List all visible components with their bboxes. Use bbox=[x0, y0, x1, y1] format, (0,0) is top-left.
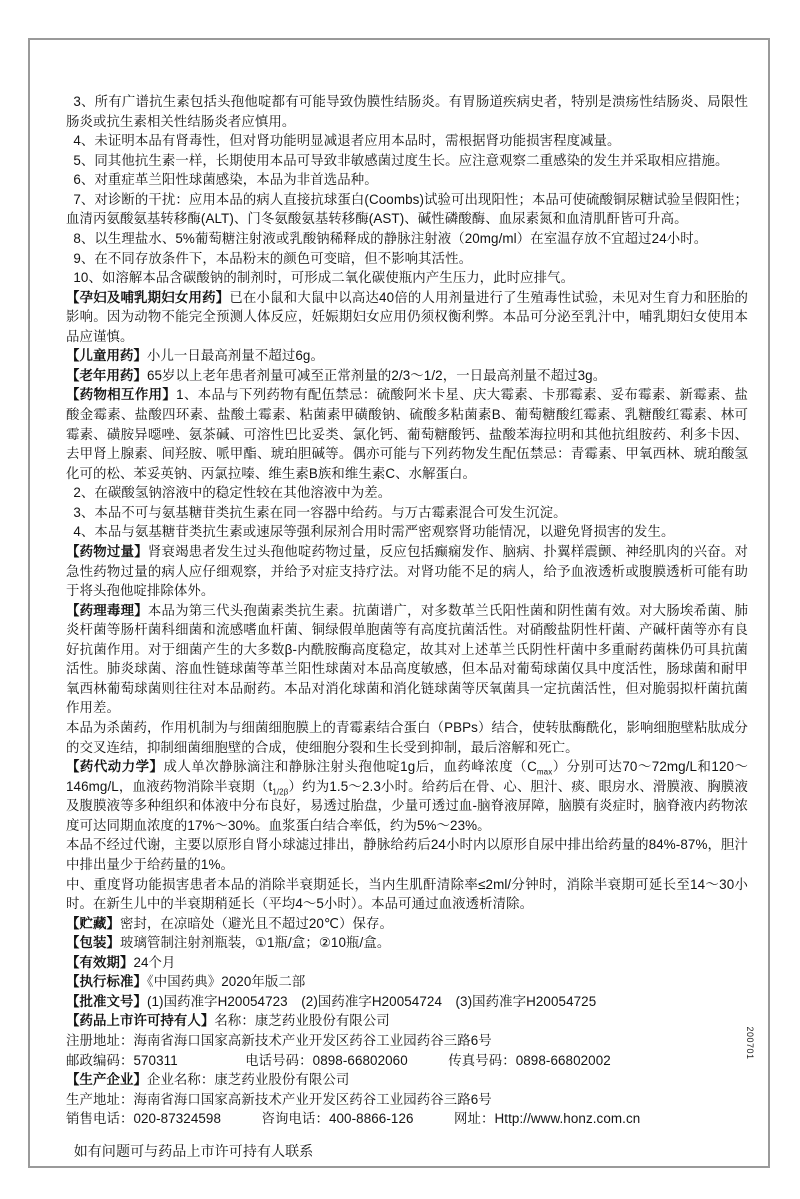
section-label: 【药代动力学】 bbox=[66, 759, 164, 775]
section-paragraph bbox=[66, 914, 748, 934]
paragraph-text: 24个月 bbox=[133, 954, 176, 970]
section-label: 【药品上市许可持有人】 bbox=[66, 1013, 215, 1029]
paragraph-text: 名称：康芝药业股份有限公司 bbox=[214, 1013, 390, 1029]
section-paragraph bbox=[66, 992, 748, 1012]
paragraph-text: 玻璃管制注射剂瓶装，①1瓶/盒；②10瓶/盒。 bbox=[119, 935, 391, 951]
section-paragraph bbox=[66, 346, 748, 366]
paragraph-text: 10、如溶解本品含碳酸钠的制剂时，可形成二氧化碳使瓶内产生压力，此时应排气。 bbox=[73, 270, 575, 286]
paragraph-text: 4、未证明本品有肾毒性，但对肾功能明显减退者应用本品时，需根据肾功能损害程度减量。 bbox=[73, 133, 621, 149]
section-paragraph bbox=[66, 933, 748, 953]
paragraph bbox=[66, 875, 748, 914]
paragraph bbox=[66, 92, 748, 131]
section-paragraph bbox=[66, 972, 748, 992]
insert-text-body bbox=[66, 92, 748, 1161]
paragraph bbox=[66, 151, 748, 171]
paragraph-text: 中、重度肾功能损害患者本品的消除半衰期延长，当内生肌酐清除率≤2ml/分钟时，消除半衰期可延长至14～30小时。在新生儿中的半衰期稍延长（平均4～5小时）。本品可通过血液透析清除。 bbox=[66, 876, 748, 912]
paragraph-text: 肾衰竭患者发生过头孢他啶药物过量，反应包括癫痫发作、脑病、扑翼样震颤、神经肌肉的兴奋。对急性药物过量的病人应仔细观察，并给予对症支持疗法。对肾功能不足的病人，给予血液透析或腹膜透析可能有助于将头孢他啶排除体外。 bbox=[66, 543, 748, 599]
section-label: 【药理毒理】 bbox=[66, 602, 148, 618]
paragraph bbox=[66, 718, 748, 757]
paragraph-text: 8、以生理盐水、5%葡萄糖注射液或乳酸钠稀释成的静脉注射液（20mg/ml）在室温存放不宜超过24小时。 bbox=[73, 230, 708, 246]
paragraph-text: 销售电话：020-87324598 咨询电话：400-8866-126 网址：Http://www.honz.com.cn bbox=[66, 1111, 641, 1127]
section-label: 【贮藏】 bbox=[66, 915, 120, 931]
section-paragraph bbox=[66, 953, 748, 973]
paragraph-text: (1)国药准字H20054723 (2)国药准字H20054724 (3)国药准字H20054725 bbox=[146, 993, 597, 1009]
paragraph-text: 注册地址：海南省海口国家高新技术产业开发区药谷工业园药谷三路6号 bbox=[66, 1033, 492, 1048]
section-label: 【包装】 bbox=[66, 935, 120, 951]
paragraph-text: 7、对诊断的干扰：应用本品的病人直接抗球蛋白(Coombs)试验可出现阳性；本品可使硫酸铜尿糖试验呈假阳性；血清丙氨酸氨基转移酶(ALT)、门冬氨酸氨基转移酶(AST)、碱性磷酸酶、血尿素氮和血清肌酐皆可升高。 bbox=[66, 191, 748, 227]
paragraph-text: 小儿一日最高剂量不超过6g。 bbox=[146, 348, 324, 364]
section-paragraph bbox=[66, 366, 748, 386]
paragraph bbox=[66, 229, 748, 249]
paragraph bbox=[66, 170, 748, 190]
paragraph-text: 如有问题可与药品上市许可持有人联系 bbox=[73, 1142, 314, 1159]
print-batch-code: 200701 bbox=[745, 1026, 755, 1060]
section-paragraph bbox=[66, 1011, 748, 1031]
section-label: 【老年用药】 bbox=[66, 367, 147, 383]
section-paragraph bbox=[66, 385, 748, 483]
paragraph bbox=[66, 503, 748, 523]
paragraph-text: 5、同其他抗生素一样，长期使用本品可导致非敏感菌过度生长。应注意观察二重感染的发生并采取相应措施。 bbox=[73, 152, 729, 168]
paragraph-text: 密封，在凉暗处（避光且不超过20℃）保存。 bbox=[119, 915, 394, 931]
section-label: 【批准文号】 bbox=[66, 993, 147, 1009]
section-label: 【有效期】 bbox=[66, 954, 134, 970]
section-label: 【药物相互作用】 bbox=[66, 387, 177, 403]
paragraph-text: 1、本品与下列药物有配伍禁忌：硫酸阿米卡星、庆大霉素、卡那霉素、妥布霉素、新霉素、盐酸金霉素、盐酸四环素、盐酸土霉素、粘菌素甲磺酸钠、硫酸多粘菌素B、葡萄糖酸红霉素、乳糖酸红霉素、林可霉素、磺胺异噁唑、氨茶碱、可溶性巴比妥类、氯化钙、葡萄糖酸钙、盐酸苯海拉明和其他抗组胺药、利多卡因、去甲肾上腺素、间羟胺、哌甲酯、琥珀胆碱等。偶亦可能与下列药物发生配伍禁忌：青霉素、甲氧西林、琥珀酸氢化可的松、苯妥英钠、丙氯拉嗪、维生素B族和维生素C、水解蛋白。 bbox=[66, 387, 748, 481]
paragraph bbox=[66, 249, 748, 269]
paragraph-text: 企业名称：康芝药业股份有限公司 bbox=[146, 1072, 350, 1088]
paragraph bbox=[66, 268, 748, 288]
section-label: 【儿童用药】 bbox=[66, 348, 147, 364]
section-label: 【孕妇及哺乳期妇女用药】 bbox=[66, 289, 230, 305]
paragraph-text: 2、在碳酸氢钠溶液中的稳定性较在其他溶液中为差。 bbox=[73, 485, 392, 501]
paragraph-text: 9、在不同存放条件下，本品粉末的颜色可变暗，但不影响其活性。 bbox=[73, 250, 473, 266]
paragraph bbox=[66, 1051, 748, 1071]
paragraph-text: 本品不经过代谢，主要以原形自肾小球滤过排出，静脉给药后24小时内以原形自尿中排出给药量的84%-87%，胆汁中排出量少于给药量的1%。 bbox=[66, 837, 748, 872]
paragraph-text: 6、对重症革兰阳性球菌感染，本品为非首选品种。 bbox=[73, 172, 378, 188]
paragraph-text: 已在小鼠和大鼠中以高达40倍的人用剂量进行了生殖毒性试验，未见对生育力和胚胎的影响。因为动物不能完全预测人体反应，妊娠期妇女应用仍须权衡利弊。本品可分泌至乳汁中，哺乳期妇女使用本品应谨慎。 bbox=[66, 289, 748, 344]
paragraph bbox=[66, 522, 748, 542]
paragraph-text: 3、本品不可与氨基糖苷类抗生素在同一容器中给药。与万古霉素混合可发生沉淀。 bbox=[73, 504, 567, 520]
paragraph-text: 邮政编码：570311 电话号码：0898-66802060 传真号码：0898-66802002 bbox=[66, 1052, 611, 1068]
section-paragraph bbox=[66, 288, 748, 347]
paragraph-text: 本品为杀菌药，作用机制为与细菌细胞膜上的青霉素结合蛋白（PBPs）结合，使转肽酶酰化，影响细胞壁粘肽成分的交叉连结，抑制细菌细胞壁的合成，使细胞分裂和生长受到抑制，最后溶解和死亡。 bbox=[66, 720, 748, 755]
paragraph-text: 4、本品与氨基糖苷类抗生素或速尿等强利尿剂合用时需严密观察肾功能情况，以避免肾损害的发生。 bbox=[73, 524, 675, 540]
section-label: 【药物过量】 bbox=[66, 543, 148, 559]
section-paragraph bbox=[66, 757, 748, 835]
paragraph bbox=[66, 190, 748, 229]
page-border bbox=[28, 38, 770, 1168]
paragraph bbox=[66, 131, 748, 151]
paragraph-text: 65岁以上老年患者剂量可减至正常剂量的2/3～1/2，一日最高剂量不超过3g。 bbox=[146, 367, 607, 383]
section-label: 【执行标准】 bbox=[66, 974, 147, 990]
paragraph-text: 生产地址：海南省海口国家高新技术产业开发区药谷工业园药谷三路6号 bbox=[66, 1091, 492, 1107]
section-paragraph bbox=[66, 1070, 748, 1090]
paragraph-text: 本品为第三代头孢菌素类抗生素。抗菌谱广，对多数革兰氏阳性菌和阴性菌有效。对大肠埃希菌、肺炎杆菌等肠杆菌科细菌和流感嗜血杆菌、铜绿假单胞菌等有高度抗菌活性。对硝酸盐阴性杆菌、产碱杆菌等亦有良好抗菌作用。对于细菌产生的大多数β-内酰胺酶高度稳定，故其对上述革兰氏阴性杆菌中多重耐药菌株仍可具抗菌活性。肺炎球菌、溶血性链球菌等革兰阳性球菌对本品高度敏感，但本品对葡萄球菌仅具中度活性，肠球菌和耐甲氧西林葡萄球菌则往往对本品耐药。本品对消化球菌和消化链球菌等厌氧菌具一定抗菌活性，但对脆弱拟杆菌抗菌作用差。 bbox=[66, 602, 748, 716]
paragraph bbox=[66, 483, 748, 503]
paragraph-text: 3、所有广谱抗生素包括头孢他啶都有可能导致伪膜性结肠炎。有胃肠道疾病史者，特别是溃疡性结肠炎、局限性肠炎或抗生素相关性结肠炎者应慎用。 bbox=[66, 94, 748, 129]
section-label: 【生产企业】 bbox=[66, 1072, 147, 1088]
paragraph-text: 《中国药典》2020年版二部 bbox=[146, 974, 306, 990]
paragraph bbox=[66, 1031, 748, 1051]
footer-note bbox=[66, 1141, 748, 1161]
section-paragraph bbox=[66, 542, 748, 601]
paragraph bbox=[66, 835, 748, 874]
paragraph-text: 成人单次静脉滴注和静脉注射头孢他啶1g后，血药峰浓度$(C_{max})$分别可达70～72mg/L和120～146mg/L，血液药物消除半衰期$(t_{1/2\beta})$约为1.5～2.3小时。给药后在骨、心、胆汁、痰、眼房水、滑膜液、胸膜液及腹膜液等多种组织和体液中分布良好，易透过胎盘，少量可透过血-脑脊液屏障，脑膜有炎症时，脑脊液内药物浓度可达同期血浓度的17%～30%。血浆蛋白结合率低，约为5%～23%。 bbox=[66, 759, 748, 833]
paragraph bbox=[66, 1090, 748, 1110]
section-paragraph bbox=[66, 601, 748, 718]
paragraph bbox=[66, 1109, 748, 1129]
